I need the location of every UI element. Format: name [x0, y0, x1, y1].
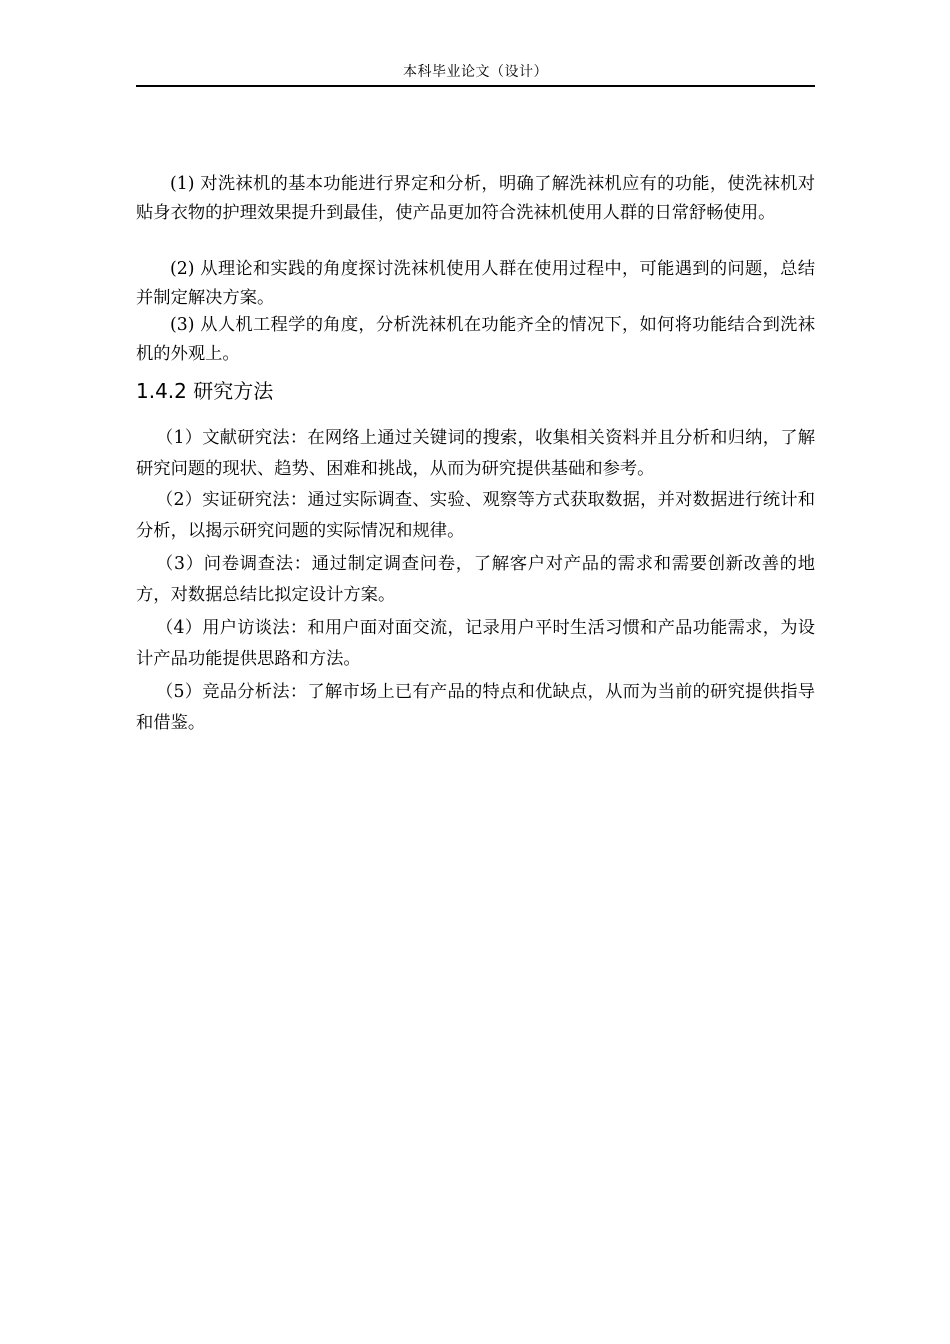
objective-paragraph-3: (3) 从人机工程学的角度，分析洗袜机在功能齐全的情况下，如何将功能结合到洗袜机的外观上。: [136, 315, 815, 364]
objective-paragraph-2: (2) 从理论和实践的角度探讨洗袜机使用人群在使用过程中，可能遇到的问题，总结并制定解决方案。: [136, 259, 815, 308]
objective-paragraph-1: (1) 对洗袜机的基本功能进行界定和分析，明确了解洗袜机应有的功能，使洗袜机对贴身衣物的护理效果提升到最佳，使产品更加符合洗袜机使用人群的日常舒畅使用。: [136, 174, 815, 223]
method-paragraph-1: （1）文献研究法：在网络上通过关键词的搜索，收集相关资料并且分析和归纳，了解研究问题的现状、趋势、困难和挑战，从而为研究提供基础和参考。: [136, 428, 815, 479]
header-divider: [136, 85, 815, 87]
method-paragraph-2: （2）实证研究法：通过实际调查、实验、观察等方式获取数据，并对数据进行统计和分析，以揭示研究问题的实际情况和规律。: [136, 490, 815, 541]
page-header-title: 本科毕业论文（设计）: [403, 64, 548, 80]
method-paragraph-3: （3）问卷调查法：通过制定调查问卷，了解客户对产品的需求和需要创新改善的地方，对数据总结比拟定设计方案。: [136, 554, 815, 605]
section-heading: 1.4.2 研究方法: [136, 379, 274, 403]
method-paragraph-4: （4）用户访谈法：和用户面对面交流，记录用户平时生活习惯和产品功能需求，为设计产品功能提供思路和方法。: [136, 618, 815, 669]
method-paragraph-5: （5）竞品分析法：了解市场上已有产品的特点和优缺点，从而为当前的研究提供指导和借鉴。: [136, 682, 815, 733]
